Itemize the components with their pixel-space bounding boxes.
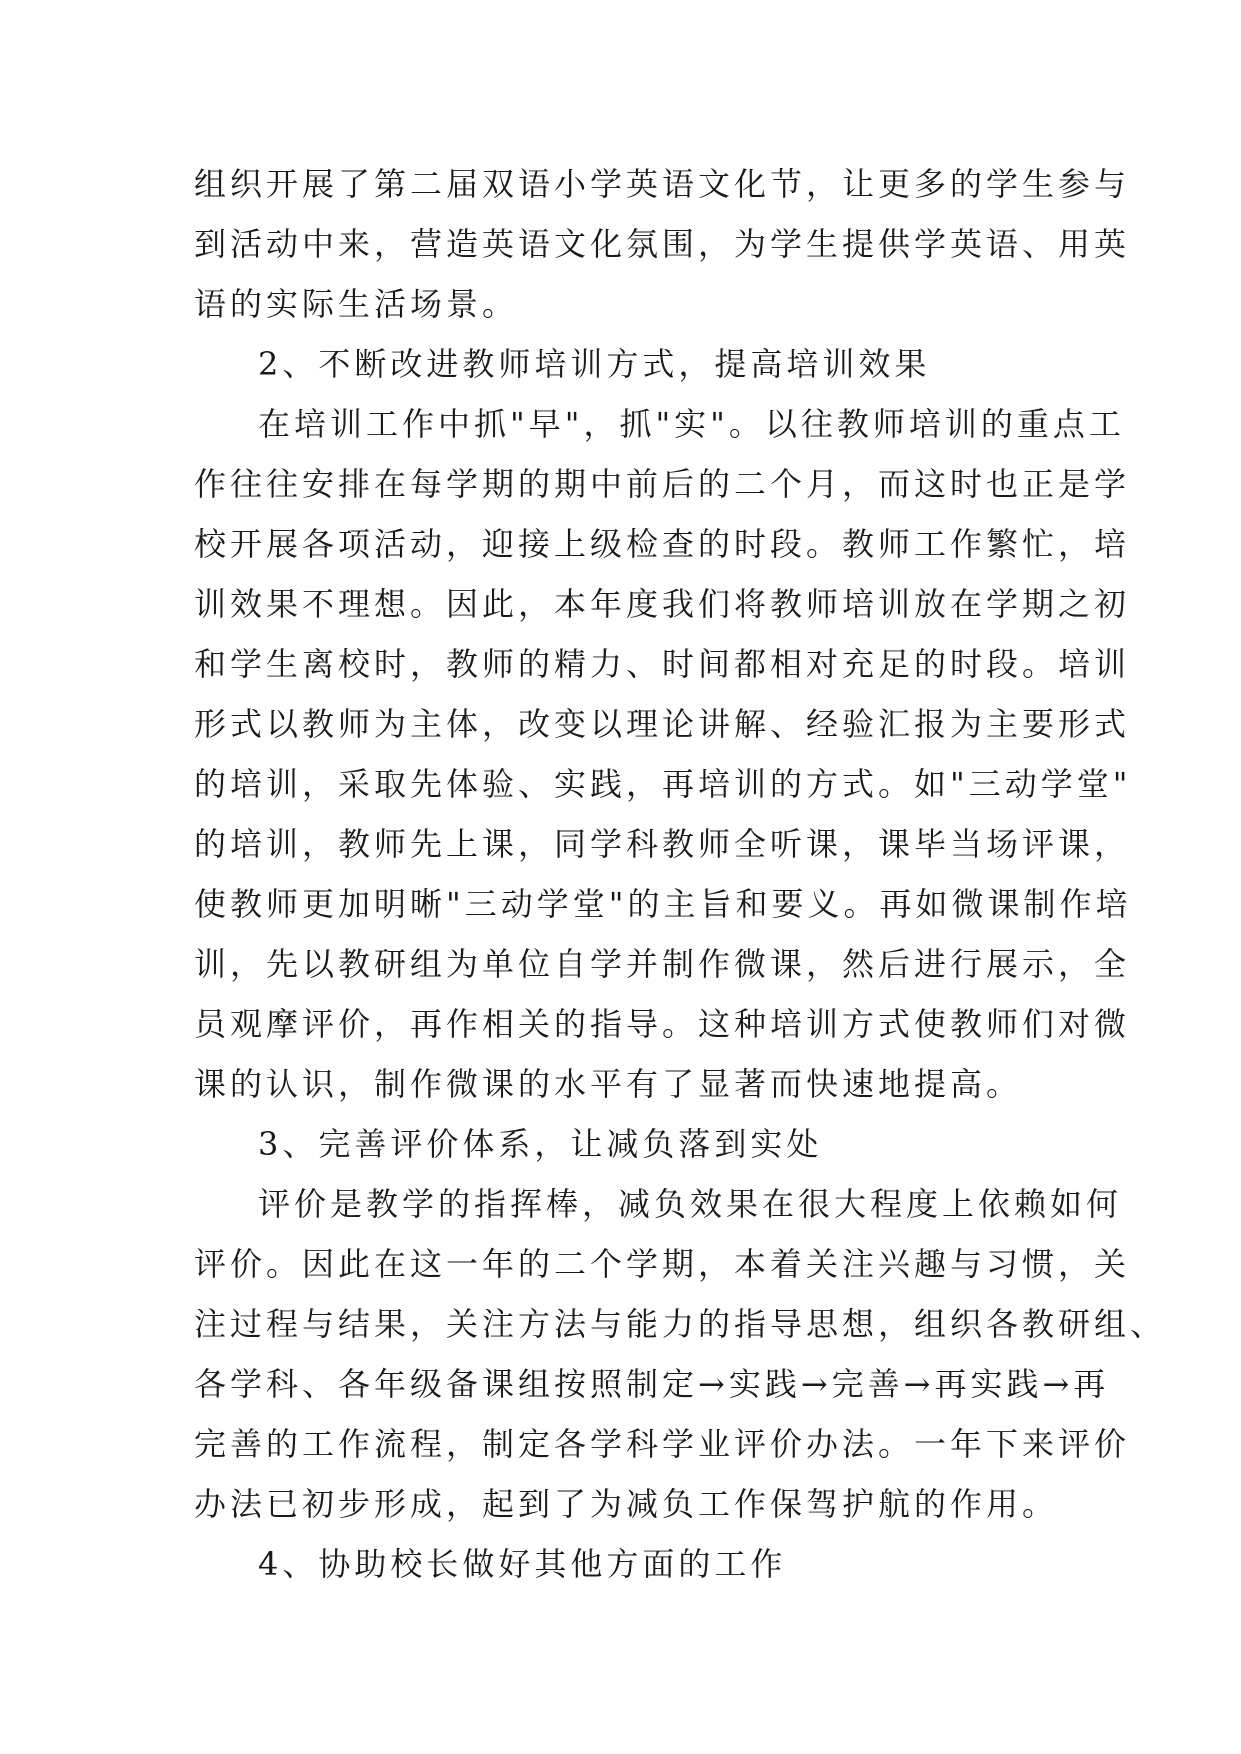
text-line: 员观摩评价，再作相关的指导。这种培训方式使教师们对微	[194, 1005, 1131, 1043]
text-line: 使教师更加明晰"三动学堂"的主旨和要义。再如微课制作培	[194, 885, 1132, 923]
section-heading: 4、协助校长做好其他方面的工作	[258, 1545, 787, 1583]
text-line: 训效果不理想。因此，本年度我们将教师培训放在学期之初	[194, 585, 1131, 623]
text-line: 组织开展了第二届双语小学英语文化节，让更多的学生参与	[194, 165, 1131, 203]
text-line: 作往往安排在每学期的期中前后的二个月，而这时也正是学	[194, 465, 1131, 503]
text-line: 课的认识，制作微课的水平有了显著而快速地提高。	[194, 1065, 1023, 1103]
text-line: 在培训工作中抓"早"，抓"实"。以往教师培训的重点工	[258, 405, 1125, 443]
text-line: 注过程与结果，关注方法与能力的指导思想，组织各教研组、	[194, 1305, 1167, 1343]
text-line: 评价是教学的指挥棒，减负效果在很大程度上依赖如何	[258, 1185, 1123, 1223]
text-line: 形式以教师为主体，改变以理论讲解、经验汇报为主要形式	[194, 705, 1131, 743]
text-line: 评价。因此在这一年的二个学期，本着关注兴趣与习惯，关	[194, 1245, 1131, 1283]
text-line: 训，先以教研组为单位自学并制作微课，然后进行展示，全	[194, 945, 1131, 983]
text-line: 语的实际生活场景。	[194, 285, 519, 323]
text-line: 办法已初步形成，起到了为减负工作保驾护航的作用。	[194, 1485, 1059, 1523]
text-line: 完善的工作流程，制定各学科学业评价办法。一年下来评价	[194, 1425, 1131, 1463]
text-line: 到活动中来，营造英语文化氛围，为学生提供学英语、用英	[194, 225, 1131, 263]
text-line: 的培训，教师先上课，同学科教师全听课，课毕当场评课，	[194, 825, 1131, 863]
text-line: 各学科、各年级备课组按照制定→实践→完善→再实践→再	[194, 1365, 1110, 1403]
text-line: 和学生离校时，教师的精力、时间都相对充足的时段。培训	[194, 645, 1131, 683]
document-body	[194, 154, 1167, 1594]
section-heading: 3、完善评价体系，让减负落到实处	[258, 1125, 823, 1163]
section-heading: 2、不断改进教师培训方式，提高培训效果	[258, 345, 931, 383]
text-line: 的培训，采取先体验、实践，再培训的方式。如"三动学堂"	[194, 765, 1132, 803]
text-line: 校开展各项活动，迎接上级检查的时段。教师工作繁忙，培	[194, 525, 1131, 563]
